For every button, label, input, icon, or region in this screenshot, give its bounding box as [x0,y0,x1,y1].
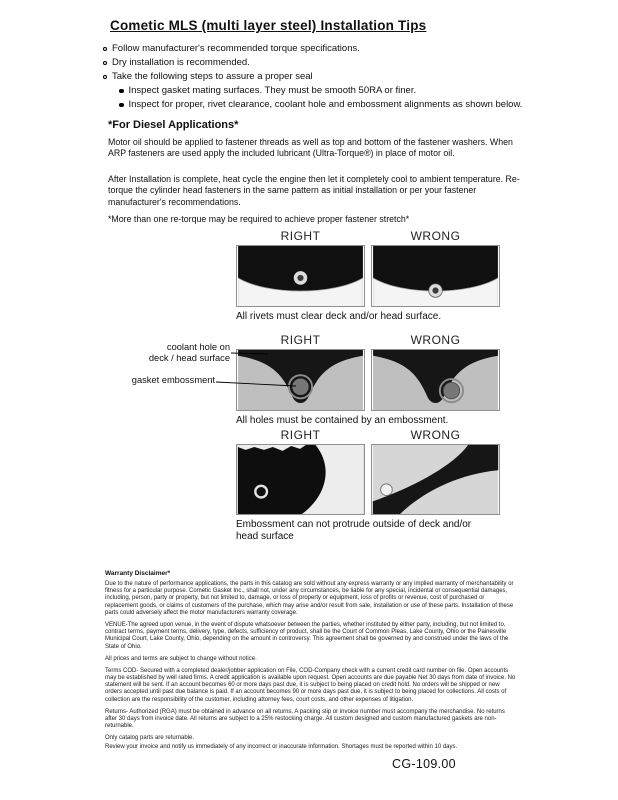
rivet-wrong-illustration [371,245,500,307]
warranty-disclaimer-section [105,570,517,756]
annotation-line: coolant hole on [166,342,230,352]
list-item [103,72,593,83]
filled-bullet-icon [119,89,124,94]
coolant-hole-annotation [128,342,230,364]
rivet-right-illustration [236,245,365,307]
protrusion-wrong-illustration [371,444,500,515]
annotation-line: gasket embossment [131,375,215,385]
disclaimer-paragraph: Review your invoice and notify us immediately of any incorrect or inaccurate information. Shortages must be reported within 10 days. [105,743,458,750]
figure-panels [236,349,500,411]
disclaimer-paragraph: VENUE-The agreed upon venue, in the event of dispute whatsoever between the parties, whether instituted by either party, including, but not limited to, contract terms, payment terms, delivery, type, defects, sufficiency of product, shall be the Court of Common Pleas, Lake County, Ohio or the Painesville Municipal Court, Lake County, Ohio, depending on the amount in controversy. This agreement shall be governed by and construed under the laws of the State of Ohio. [105,621,509,650]
gasket-embossment-annotation [115,375,215,386]
page-code: CG-109.00 [392,757,456,771]
figure-caption: All rivets must clear deck and/or head surface. [236,311,442,322]
figure-hole-embossment [236,333,500,427]
figure-caption: Embossment can not protrude outside of deck and/or head surface [236,519,472,542]
diesel-applications-heading: *For Diesel Applications* [108,119,239,131]
tip-text: Follow manufacturer's recommended torque specifications. [112,43,360,54]
open-bullet-icon [103,75,107,79]
list-item [119,86,593,97]
diesel-paragraph-1: Motor oil should be applied to fastener threads as well as top and bottom of the fastener washers. When ARP fasteners are used apply the included lubricant (Ultra-Torque®) in place of motor oil. [108,137,513,159]
figure-labels [236,229,500,245]
list-item [119,100,593,111]
figure-rivet-clearance [236,229,500,323]
right-label: RIGHT [280,428,321,442]
list-item [103,58,593,69]
page-title: Cometic MLS (multi layer steel) Installation Tips [110,18,427,33]
disclaimer-paragraph: Returns- Authorized (RGA) must be obtained in advance on all returns. A packing slip or invoice number must accompany the merchandise. No returns after 30 days from invoice date. All returns are subject to a 25% restocking charge. All custom designed and custom manufactured gaskets are non-returnable. [105,708,505,730]
disclaimer-paragraph: All prices and terms are subject to change without notice. [105,655,257,662]
figure-embossment-protrusion [236,428,500,543]
figure-caption: All holes must be contained by an embossment. [236,415,449,426]
disclaimer-heading: Warranty Disclaimer* [105,570,171,577]
tip-text: Dry installation is recommended. [112,56,250,68]
tip-text: Inspect for proper, rivet clearance, coolant hole and embossment alignments as shown below. [128,98,523,110]
figure-panels [236,245,500,307]
protrusion-right-illustration [236,444,365,515]
open-bullet-icon [103,61,107,65]
wrong-label: WRONG [410,229,461,243]
tip-text: Take the following steps to assure a proper seal [112,70,313,82]
installation-tips-list [103,44,593,114]
disclaimer-paragraph: Terms COD- Secured with a completed dealer/jobber application on File, COD-Company check with a current credit card number on file. Open accounts may be established by well rated firms. A credit application is available upon request. Open accounts are due payable Net 30 days from date of invoice. No statement will be sent. If an account becomes 60 or more days past due, it is subject to being placed on credit hold. No orders will be shipped or new orders accepted until past due balance is paid. If an account becomes 90 or more days past due, it is subject to being placed for collections. All costs of collection are the responsibility of the customer, including attorney fees, court costs, and other expenses of litigation. [105,667,516,703]
diesel-paragraph-2: After Installation is complete, heat cycle the engine then let it completely cool to ambient temperature. Re-torque the cylinder head fasteners in the same pattern as initial installation or per your fastener manufacturer's recommendations. [108,174,520,207]
list-item [103,44,593,55]
filled-bullet-icon [119,103,124,108]
figure-panels [236,444,500,515]
retorque-note: *More than one re-torque may be required to achieve proper fastener stretch* [108,214,410,224]
wrong-label: WRONG [410,428,461,442]
open-bullet-icon [103,47,107,51]
figure-labels [236,333,500,349]
disclaimer-paragraph: Only catalog parts are returnable. [105,735,195,742]
right-label: RIGHT [280,229,321,243]
annotation-line: deck / head surface [148,352,230,363]
figure-labels [236,428,500,444]
embossment-right-illustration [236,349,365,411]
embossment-wrong-illustration [371,349,500,411]
wrong-label: WRONG [410,333,461,347]
disclaimer-paragraph: Due to the nature of performance applications, the parts in this catalog are sold without any express warranty or any implied warranty of merchantability or fitness for a particular purpose. Cometic Gasket Inc., shall not, under any circumstances, be liable for any special, incidental or consequential damages, including, person, party or property, but not limited to, damage, or loss of property or equipment, loss of profits or revenue, cost of purchased or replacement goods, or claims of customers of the purchase, which may arise and/or result from sale, installation or use of these parts. Installation of these parts could adversely affect the motor manufacturers warranty coverage. [105,581,514,616]
right-label: RIGHT [280,333,321,347]
tip-text: Inspect gasket mating surfaces. They must be smooth 50RA or finer. [128,84,417,96]
